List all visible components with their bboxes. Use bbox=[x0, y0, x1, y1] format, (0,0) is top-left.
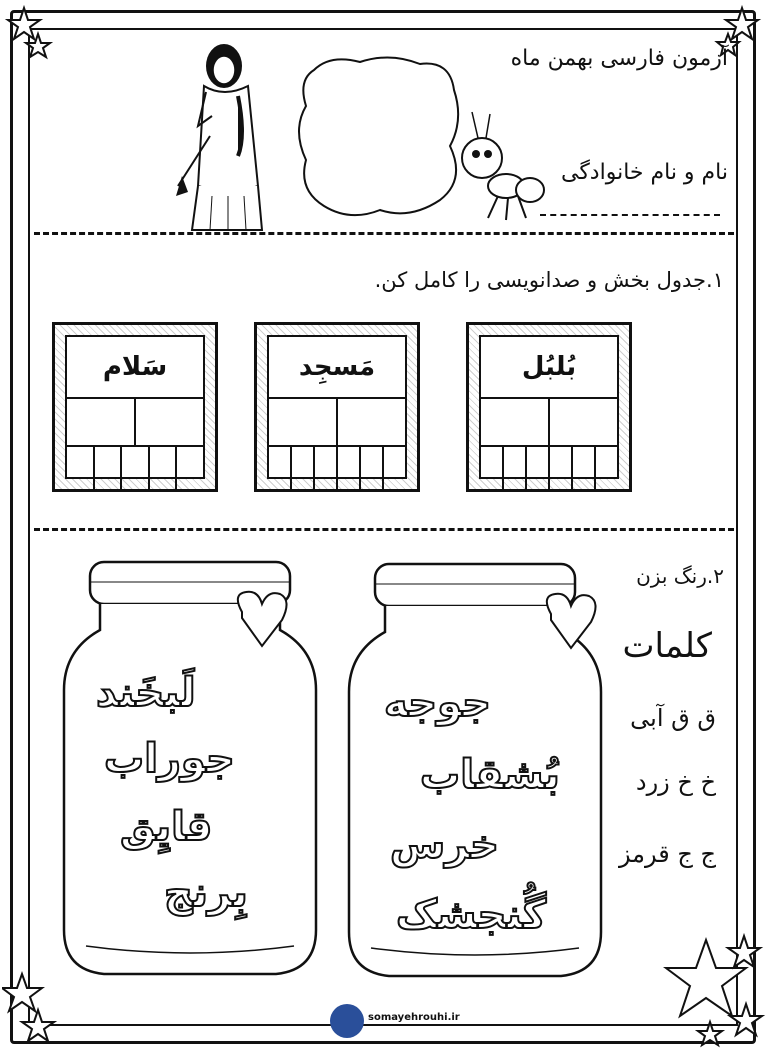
letter-box[interactable] bbox=[382, 447, 405, 489]
question-2-text: ۲.رنگ بزن bbox=[636, 564, 724, 588]
logo-icon bbox=[330, 1004, 364, 1038]
girl-illustration bbox=[168, 36, 268, 232]
letter-box[interactable] bbox=[548, 447, 571, 489]
word-card-word: مَسجِد bbox=[269, 337, 405, 399]
paper-outline bbox=[290, 50, 470, 225]
divider bbox=[34, 232, 734, 235]
letter-box[interactable] bbox=[336, 447, 359, 489]
name-label: نام و نام خانوادگی bbox=[560, 160, 728, 185]
letter-box[interactable] bbox=[93, 447, 121, 489]
syllable-row bbox=[67, 399, 203, 447]
jar-word[interactable]: قایِق bbox=[120, 804, 213, 850]
jar-word[interactable]: لَبخَند bbox=[96, 670, 196, 716]
syllable-box[interactable] bbox=[269, 399, 336, 445]
syllable-box[interactable] bbox=[481, 399, 548, 445]
legend-item: ق ق آبی bbox=[630, 704, 716, 732]
word-card-word: بُلبُل bbox=[481, 337, 617, 399]
footer-site: somayehrouhi.ir bbox=[368, 1012, 460, 1023]
letter-box[interactable] bbox=[67, 447, 93, 489]
jar-word[interactable]: بِرنج bbox=[164, 870, 248, 916]
star-icon bbox=[4, 4, 56, 68]
word-card bbox=[466, 322, 632, 492]
letter-box[interactable] bbox=[525, 447, 548, 489]
word-card-word: سَلام bbox=[67, 337, 203, 399]
star-icon bbox=[660, 930, 768, 1050]
name-input-line[interactable] bbox=[540, 214, 720, 216]
syllable-box[interactable] bbox=[336, 399, 405, 445]
jar-word[interactable]: جوراب bbox=[104, 736, 235, 782]
star-icon bbox=[2, 968, 58, 1048]
syllable-box[interactable] bbox=[67, 399, 134, 445]
legend-title: کلمات bbox=[622, 626, 712, 666]
letter-box[interactable] bbox=[594, 447, 617, 489]
letter-box[interactable] bbox=[120, 447, 148, 489]
syllable-row bbox=[481, 399, 617, 447]
exam-title: آزمون فارسی بهمن ماه bbox=[510, 46, 728, 71]
letter-box[interactable] bbox=[290, 447, 313, 489]
jar-word[interactable]: بُشقاب bbox=[420, 752, 560, 798]
syllable-box[interactable] bbox=[134, 399, 203, 445]
divider bbox=[34, 528, 734, 531]
letter-box[interactable] bbox=[269, 447, 290, 489]
letter-row bbox=[269, 447, 405, 489]
letter-box[interactable] bbox=[481, 447, 502, 489]
syllable-row bbox=[269, 399, 405, 447]
letter-box[interactable] bbox=[148, 447, 176, 489]
letter-box[interactable] bbox=[359, 447, 382, 489]
syllable-box[interactable] bbox=[548, 399, 617, 445]
letter-row bbox=[481, 447, 617, 489]
word-card bbox=[254, 322, 420, 492]
letter-box[interactable] bbox=[571, 447, 594, 489]
word-card bbox=[52, 322, 218, 492]
jar-word[interactable]: خرس bbox=[390, 822, 499, 868]
jar-word[interactable]: جوجه bbox=[384, 680, 491, 726]
question-1-text: ۱.جدول بخش و صدانویسی را کامل کن. bbox=[374, 268, 724, 292]
letter-box[interactable] bbox=[313, 447, 336, 489]
jar-word[interactable]: گُنجشک bbox=[396, 892, 547, 938]
letter-row bbox=[67, 447, 203, 489]
ant-illustration bbox=[448, 108, 548, 228]
letter-box[interactable] bbox=[502, 447, 525, 489]
letter-box[interactable] bbox=[175, 447, 203, 489]
legend-item: خ خ زرد bbox=[635, 768, 716, 796]
legend-item: ج ج قرمز bbox=[618, 840, 716, 868]
